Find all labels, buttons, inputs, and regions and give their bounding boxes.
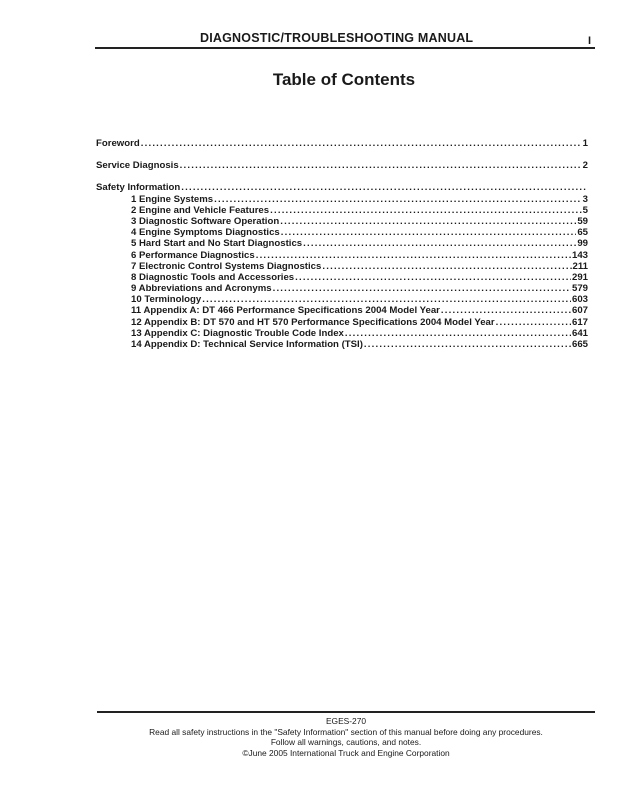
- toc-entry[interactable]: [96, 205, 588, 216]
- toc-entry-page: 641: [571, 327, 588, 339]
- toc-entry[interactable]: [96, 182, 588, 193]
- document-code: EGES-270: [325, 716, 367, 726]
- toc-entry-label: 13 Appendix C: Diagnostic Trouble Code Index: [131, 327, 344, 339]
- toc-entry[interactable]: [96, 339, 588, 350]
- toc-entry-page: 579: [571, 283, 588, 295]
- toc-entry[interactable]: [96, 283, 588, 294]
- toc-entry-label: Safety Information: [96, 182, 181, 194]
- toc-entry-label: 4 Engine Symptoms Diagnostics: [131, 227, 280, 239]
- toc-entry-label: 11 Appendix A: DT 466 Performance Specifications 2004 Model Year: [131, 305, 440, 317]
- toc-entry-page: 291: [571, 271, 588, 283]
- toc-entry[interactable]: [96, 272, 588, 283]
- table-of-contents: [96, 138, 588, 350]
- toc-dot-leader: [295, 272, 571, 283]
- toc-entry-page: 211: [572, 260, 588, 272]
- toc-entry-page: 99: [577, 238, 588, 250]
- toc-entry-page: 5: [582, 204, 588, 216]
- copyright-notice: ©June 2005 International Truck and Engine Corporation: [242, 747, 450, 758]
- toc-entry-label: 8 Diagnostic Tools and Accessories: [131, 271, 295, 283]
- toc-entry-label: 5 Hard Start and No Start Diagnostics: [131, 238, 303, 250]
- toc-entry-label: 7 Electronic Control Systems Diagnostics: [131, 260, 322, 272]
- toc-dot-leader: [364, 339, 571, 350]
- toc-dot-leader: [281, 227, 577, 238]
- footer: [96, 716, 596, 758]
- toc-entry-page: 2: [582, 160, 588, 172]
- toc-entry-page: 607: [571, 305, 588, 317]
- page-title: Table of Contents: [272, 70, 416, 89]
- toc-entry[interactable]: [96, 160, 588, 171]
- toc-entry-label: 9 Abbreviations and Acronyms: [131, 283, 272, 295]
- header-divider: [95, 47, 595, 49]
- toc-entry[interactable]: [96, 261, 588, 272]
- warnings-notice: Follow all warnings, cautions, and notes.: [270, 737, 422, 747]
- toc-entry-page: 603: [571, 294, 588, 306]
- footer-divider: [97, 711, 595, 713]
- toc-entry-page: 3: [582, 193, 588, 205]
- toc-dot-leader: [496, 317, 571, 328]
- toc-entry[interactable]: [96, 194, 588, 205]
- safety-notice: Read all safety instructions in the "Safety Information" section of this manual before doing any procedures.: [149, 726, 543, 737]
- toc-entry-page: 617: [571, 316, 588, 328]
- toc-entry[interactable]: [96, 294, 588, 305]
- toc-dot-leader: [202, 294, 571, 305]
- toc-entry[interactable]: [96, 238, 588, 249]
- toc-dot-leader: [273, 283, 571, 294]
- toc-entry-label: 10 Terminology: [131, 294, 202, 306]
- toc-entry-page: 143: [571, 249, 588, 261]
- toc-entry-label: 6 Performance Diagnostics: [131, 249, 255, 261]
- toc-dot-leader: [303, 238, 576, 249]
- toc-entry[interactable]: [96, 216, 588, 227]
- toc-dot-leader: [322, 261, 571, 272]
- page-number: I: [588, 35, 592, 47]
- toc-entry-label: 3 Diagnostic Software Operation: [131, 215, 280, 227]
- toc-dot-leader: [256, 250, 571, 261]
- toc-dot-leader: [141, 138, 582, 149]
- toc-dot-leader: [214, 194, 582, 205]
- toc-entry-page: 1: [582, 138, 588, 149]
- toc-entry-label: Foreword: [96, 138, 140, 149]
- toc-entry-label: 14 Appendix D: Technical Service Information (TSI): [131, 339, 363, 350]
- toc-dot-leader: [280, 216, 576, 227]
- toc-entry-label: 2 Engine and Vehicle Features: [131, 204, 270, 216]
- toc-entry[interactable]: [96, 305, 588, 316]
- toc-dot-leader: [441, 305, 571, 316]
- toc-dot-leader: [345, 328, 571, 339]
- toc-dot-leader: [181, 182, 587, 193]
- toc-entry[interactable]: [96, 250, 588, 261]
- manual-header-title: DIAGNOSTIC/TROUBLESHOOTING MANUAL: [200, 31, 474, 45]
- toc-entry[interactable]: [96, 328, 588, 339]
- toc-entry-page: 665: [571, 339, 588, 350]
- toc-dot-leader: [180, 160, 582, 171]
- toc-entry-page: 65: [577, 227, 588, 239]
- toc-entry[interactable]: [96, 317, 588, 328]
- toc-entry-label: Service Diagnosis: [96, 160, 179, 172]
- toc-entry-label: 12 Appendix B: DT 570 and HT 570 Performance Specifications 2004 Model Year: [131, 316, 495, 328]
- toc-entry[interactable]: [96, 138, 588, 149]
- toc-entry-label: 1 Engine Systems: [131, 193, 214, 205]
- toc-dot-leader: [270, 205, 582, 216]
- toc-entry[interactable]: [96, 227, 588, 238]
- toc-entry-page: 59: [577, 215, 588, 227]
